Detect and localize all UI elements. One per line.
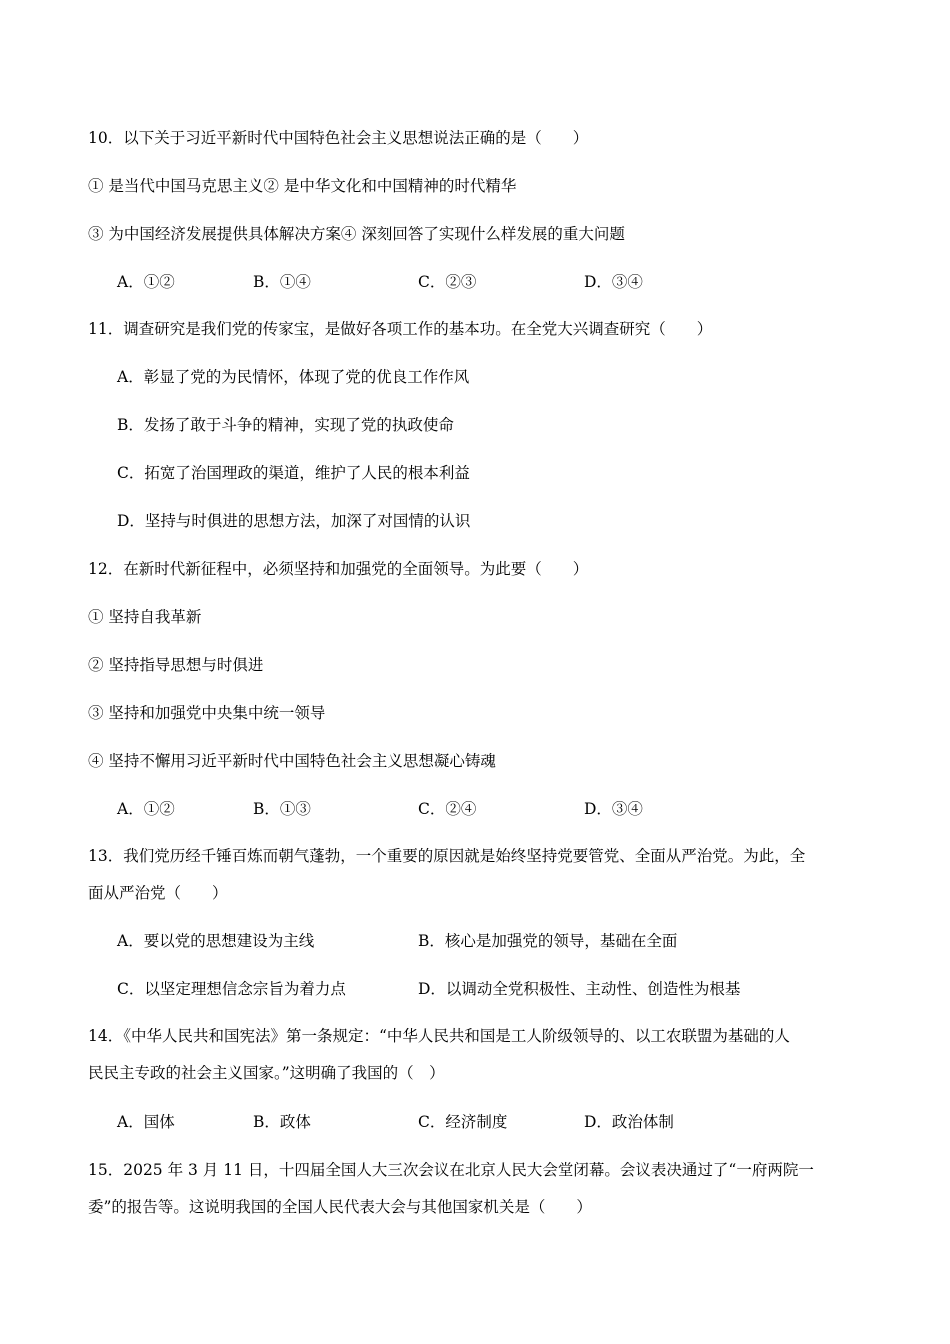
- q14-option-d: D．政治体制: [584, 1113, 674, 1131]
- q10-option-b: B．①④: [253, 273, 311, 291]
- q10-option-a: A．①②: [117, 273, 175, 291]
- q14-option-a: A．国体: [117, 1113, 175, 1131]
- q11-option-a: A．彰显了党的为民情怀，体现了党的优良工作作风: [117, 368, 470, 386]
- q15-stem-line-2: 委”的报告等。这说明我国的全国人民代表大会与其他国家机关是（ ）: [88, 1198, 592, 1216]
- q13-option-b: B．核心是加强党的领导，基础在全面: [418, 932, 678, 950]
- q10-option-d: D．③④: [584, 273, 643, 291]
- q11-option-b: B．发扬了敢于斗争的精神，实现了党的执政使命: [117, 416, 454, 434]
- q12-item-3: ③ 坚持和加强党中央集中统一领导: [88, 704, 326, 722]
- q15-stem-line-1: 15．2025 年 3 月 11 日，十四届全国人大三次会议在北京人民大会堂闭幕。会议表决通过了“一府两院一: [88, 1161, 814, 1179]
- q10-item-3-4: ③ 为中国经济发展提供具体解决方案④ 深刻回答了实现什么样发展的重大问题: [88, 225, 625, 243]
- q11-option-c: C．拓宽了治国理政的渠道，维护了人民的根本利益: [117, 464, 470, 482]
- q10-stem: 10．以下关于习近平新时代中国特色社会主义思想说法正确的是（ ）: [88, 129, 589, 147]
- q11-stem: 11．调查研究是我们党的传家宝，是做好各项工作的基本功。在全党大兴调查研究（ ）: [88, 320, 713, 338]
- q12-option-a: A．①②: [117, 800, 175, 818]
- q11-option-d: D．坚持与时俱进的思想方法，加深了对国情的认识: [117, 512, 471, 530]
- q12-stem: 12．在新时代新征程中，必须坚持和加强党的全面领导。为此要（ ）: [88, 560, 589, 578]
- q14-option-b: B．政体: [253, 1113, 311, 1131]
- q13-option-a: A．要以党的思想建设为主线: [117, 932, 315, 950]
- q14-stem-line-2: 民民主专政的社会主义国家。”这明确了我国的（ ）: [88, 1064, 445, 1082]
- q14-option-c: C．经济制度: [418, 1113, 508, 1131]
- q12-item-4: ④ 坚持不懈用习近平新时代中国特色社会主义思想凝心铸魂: [88, 752, 496, 770]
- q12-option-d: D．③④: [584, 800, 643, 818]
- q14-stem-line-1: 14．《中华人民共和国宪法》第一条规定：“中华人民共和国是工人阶级领导的、以工农联盟为基础的人: [88, 1027, 790, 1045]
- q13-stem-line-1: 13．我们党历经千锤百炼而朝气蓬勃，一个重要的原因就是始终坚持党要管党、全面从严治党。为此，全: [88, 847, 806, 865]
- q12-option-b: B．①③: [253, 800, 311, 818]
- q12-item-2: ② 坚持指导思想与时俱进: [88, 656, 264, 674]
- q10-item-1-2: ① 是当代中国马克思主义② 是中华文化和中国精神的时代精华: [88, 177, 517, 195]
- q10-option-c: C．②③: [418, 273, 477, 291]
- q12-item-1: ① 坚持自我革新: [88, 608, 202, 626]
- q12-option-c: C．②④: [418, 800, 477, 818]
- q13-option-d: D．以调动全党积极性、主动性、创造性为根基: [418, 980, 741, 998]
- q13-stem-line-2: 面从严治党（ ）: [88, 884, 228, 902]
- q13-option-c: C．以坚定理想信念宗旨为着力点: [117, 980, 346, 998]
